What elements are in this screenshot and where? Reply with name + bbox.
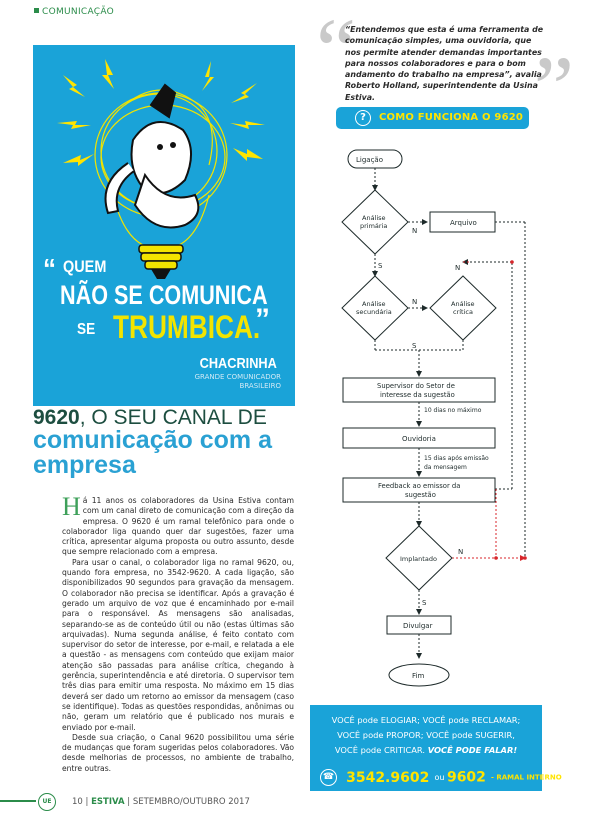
flow-decision-secondary-l1: Análise [362, 300, 386, 308]
external-phone-number: 3542.9602 [346, 769, 430, 786]
article-body [62, 492, 294, 774]
flowchart [300, 130, 542, 700]
drop-cap: H [62, 492, 81, 521]
flow-decision-critical-l1: Análise [451, 300, 475, 308]
flow-label-n3: N [412, 298, 418, 306]
flow-supervisor-l2: interesse da sugestão [380, 391, 455, 399]
close-quote-icon: ” [534, 39, 574, 138]
open-quote-icon: “ [316, 1, 356, 100]
cta-phone-row [320, 767, 562, 786]
flow-label-s2: S [412, 342, 417, 350]
flow-feedback-l1: Feedback ao emissor da [378, 482, 461, 490]
or-label: ou [434, 773, 447, 782]
question-icon: ? [355, 110, 371, 126]
poster-line-2: NÃO SE COMUNICA [60, 280, 268, 310]
flow-decision-implemented-label: Implantado [400, 555, 437, 563]
lightbulb-illustration [33, 45, 295, 406]
article-paragraph-3: Desde sua criação, o Canal 9620 possibilitou uma série de mudanças que foram sugeridas pelos colaboradores. Vão desde melhorias de processos, no ambiente de trabalho, entre outras. [62, 732, 294, 773]
flow-publish-label: Divulgar [403, 622, 433, 630]
poster-line-1: QUEM [63, 257, 107, 276]
section-label: COMUNICAÇÃO [34, 7, 114, 17]
cta-line-1: VOCÊ pode ELOGIAR; VOCÊ pode RECLAMAR; [331, 715, 521, 725]
internal-extension-label: - RAMAL INTERNO [491, 773, 562, 782]
poster-author-role: GRANDE COMUNICADOR BRASILEIRO [194, 373, 281, 390]
flow-supervisor-l1: Supervisor do Setor de [377, 382, 455, 390]
headline-line-1: 9620, O SEU CANAL DE [33, 406, 267, 429]
poster-line-3a: SE [77, 321, 96, 338]
flow-decision-secondary-l2: secundária [356, 308, 392, 316]
footer-folio: 10 | ESTIVA | SETEMBRO/OUTUBRO 2017 [72, 797, 250, 807]
flow-decision-primary-l2: primária [360, 222, 388, 230]
flow-end-label: Fim [412, 672, 425, 680]
flow-ombudsman-label: Ouvidoria [402, 435, 436, 443]
flow-label-n1: N [412, 227, 418, 235]
poster-close-quote: ” [255, 303, 270, 336]
flow-decision-primary-l1: Análise [362, 214, 386, 222]
phone-icon: ☎ [320, 769, 337, 786]
how-it-works-title: COMO FUNCIONA O 9620 [379, 112, 524, 123]
flow-label-n2: N [455, 264, 461, 272]
how-it-works-header [336, 107, 529, 129]
flow-label-n4: N [458, 548, 464, 556]
usina-logo: UE [38, 793, 56, 811]
internal-extension: 9602 [446, 769, 486, 786]
headline-line-2: comunicação com a empresa [33, 426, 272, 479]
flow-label-s1: S [378, 262, 383, 270]
flow-note-15-days-l2: da mensagem [424, 464, 467, 471]
flow-decision-critical-l2: crítica [453, 308, 473, 316]
poster-line-3b: TRUMBICA. [113, 309, 261, 345]
cta-line-3: VOCÊ pode CRITICAR. VOCÊ PODE FALAR! [334, 745, 518, 755]
pull-quote: “Entendemos que esta é uma ferramenta de comunicação simples, uma ouvidoria, que nos permite atender demandas importantes para nossos colaboradores e para o bom andamento do trabalho na empresa”, avalia Roberto Holland, superintendente da Usina Estiva. [345, 25, 544, 102]
article-paragraph-2: Para usar o canal, o colaborador liga no ramal 9620, ou, quando fora empresa, no 3542-9620. A cada ligação, são disponibilizados 90 segundos para gravação da mensagem. O colaborador não precisa se identificar. Após a gravação é gerado um arquivo de voz que é encaminhado por e-mail para o responsável. As mensagens são analisadas, separando-se as de conteúdo útil ou não (estas últimas são arquivadas). Numa segunda análise, é feito contato com supervisor do setor de interesse, por e-mail, e relatada a ele a questão - as mensagens com conteúdo que exijam maior atenção são passadas para análise crítica, chegando à gerência, superintendência e até diretoria. O supervisor tem três dias para emitir uma resposta. No máximo em 15 dias deverá ser dado um retorno ao emissor da mensagem (caso se identifique). Todas as questões respondidas, anônimas ou não, geram um relatório que é publicado nos murais e enviado por e-mail. [62, 557, 294, 732]
flow-start-label: Ligação [356, 156, 383, 164]
flow-label-s3: S [422, 599, 427, 607]
article-paragraph-1: Há 11 anos os colaboradores da Usina Estiva contam com um canal direto de comunicação com a direção da empresa. O 9620 é um ramal telefônico para onde o colaborador liga quando quer dar sugestões, fazer uma crítica, apresentar alguma proposta ou outro assunto, desde que sempre relacionado com a empresa. [62, 492, 294, 557]
flow-feedback-l2: sugestão [405, 491, 436, 499]
poster-open-quote: “ [43, 253, 56, 283]
poster-author: CHACRINHA [199, 355, 277, 372]
flow-archive-label: Arquivo [450, 219, 477, 227]
footer-rule [0, 800, 36, 802]
flow-note-15-days-l1: 15 dias após emissão [424, 455, 489, 462]
call-to-action-box [310, 705, 562, 791]
cta-line-2: VOCÊ pode PROPOR; VOCÊ pode SUGERIR, [337, 730, 515, 740]
chacrinha-poster [33, 45, 295, 406]
flow-note-10-days: 10 dias no máximo [424, 407, 482, 414]
